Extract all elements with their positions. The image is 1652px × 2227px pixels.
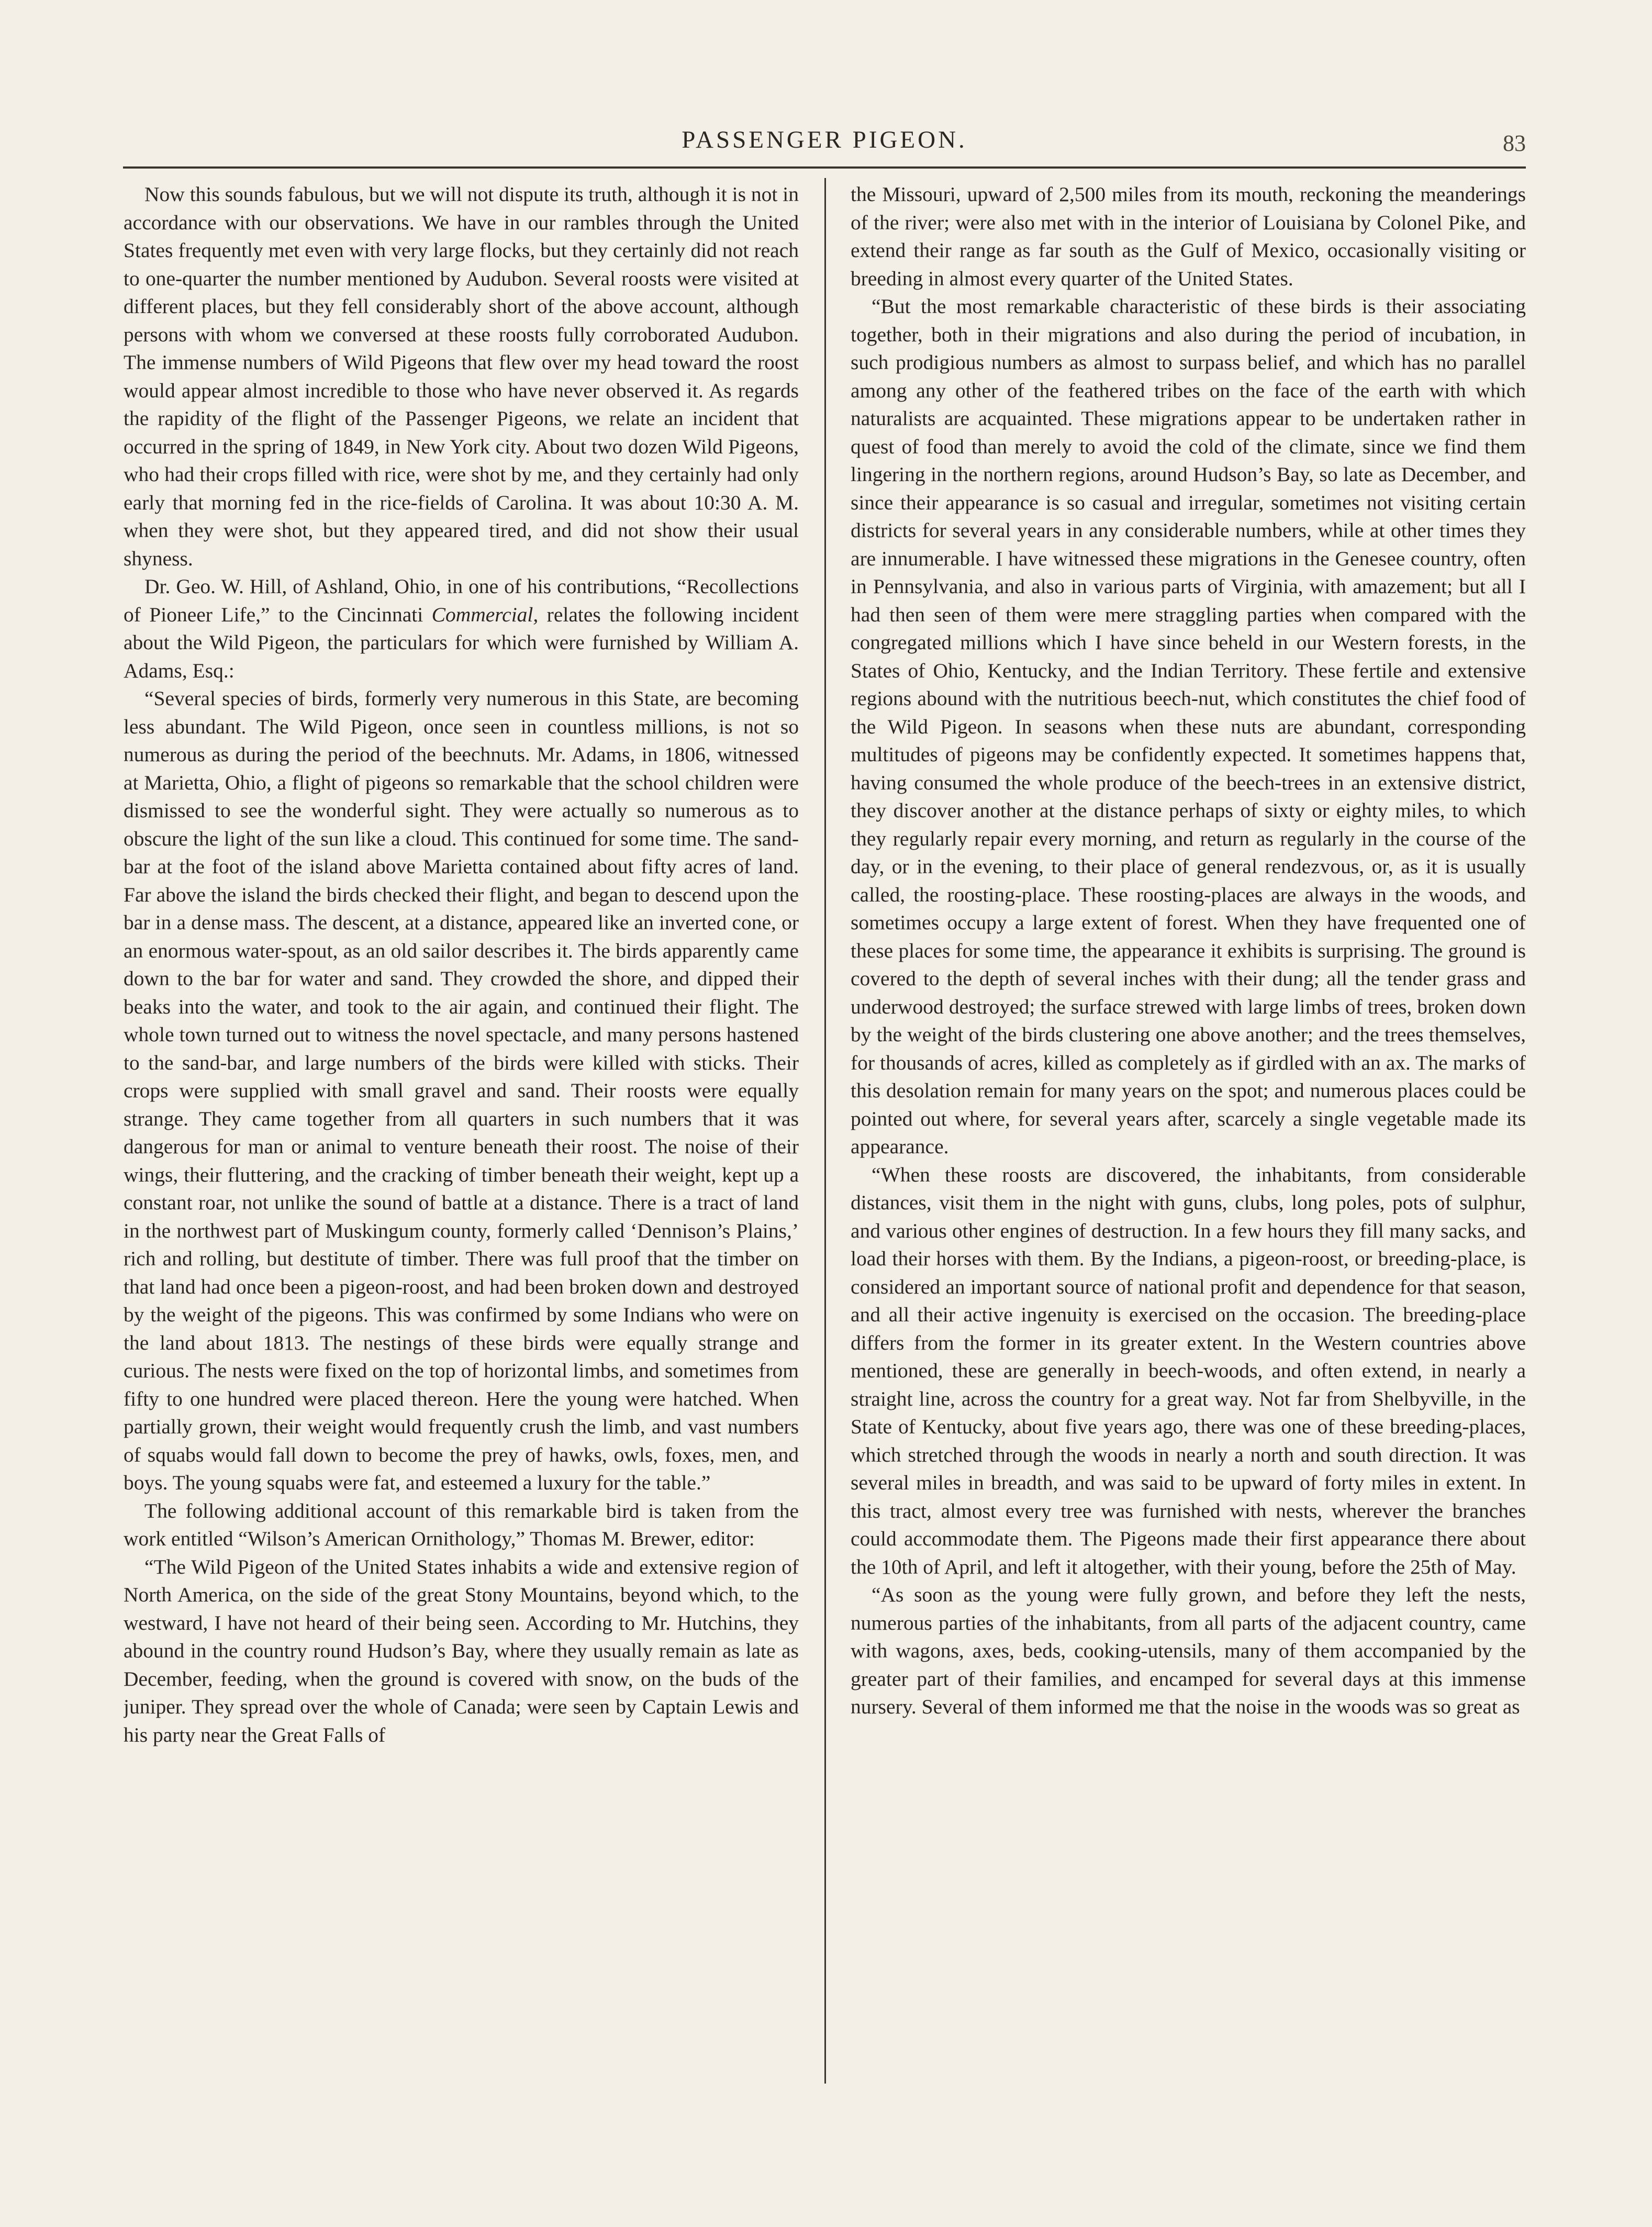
paragraph: The following additional account of this remarkable bird is taken from the work entitled “Wilson’s American Ornithology,” Thomas M. Brewer, editor: (124, 1499, 799, 1550)
paragraph: the Missouri, upward of 2,500 miles from its mouth, reckoning the meanderings of the river; were also met with in the interior of Louisiana by Colonel Pike, and extend their range as far south as the Gulf of Mexico, occasionally visiting or breeding in almost every quarter of the United States. (851, 183, 1526, 290)
paragraph: “But the most remarkable characteristic of these birds is their associating together, both in their migrations and also during the period of incubation, in such prodigious numbers as almost to surpass belief, and which has no parallel among any other of the feathered tribes on the face of the earth with which naturalists are acquainted. These migrations appear to be undertaken rather in quest of food than merely to avoid the cold of the climate, since we find them lingering in the northern regions, around Hudson’s Bay, so late as December, and since their appearance is so casual and irregular, sometimes not visiting certain districts for several years in any considerable numbers, while at other times they are innumerable. I have witnessed these migrations in the Genesee country, often in Pennsylvania, and also in various parts of Virginia, with amazement; but all I had then seen of them were mere straggling parties when compared with the congregated millions which I have since beheld in our Western forests, in the States of Ohio, Kentucky, and the Indian Territory. These fertile and extensive regions abound with the nutritious beech-nut, which constitutes the chief food of the Wild Pigeon. In seasons when these nuts are abundant, corresponding multitudes of pigeons may be confidently expected. It sometimes happens that, having consumed the whole produce of the beech-trees in an extensive district, they discover another at the distance perhaps of sixty or eighty miles, to which they regularly repair every morning, and return as regularly in the course of the day, or in the evening, to their place of general rendezvous, or, as it is usually called, the roosting-place. These roosting-places are always in the woods, and sometimes occupy a large extent of forest. When they have frequented one of these places for some time, the appearance it exhibits is surprising. The ground is covered to the depth of several inches with their dung; all the tender grass and underwood destroyed; the surface strewed with large limbs of trees, broken down by the weight of the birds clustering one above another; and the trees themselves, for thousands of acres, killed as completely as if girdled with an ax. The marks of this desolation remain for many years on the spot; and numerous places could be pointed out where, for several years after, scarcely a single vegetable made its appearance. (851, 295, 1526, 1158)
header-rule (123, 166, 1526, 169)
paragraph-text: Dr. Geo. W. Hill, of Ashland, Ohio, in one of his contributions, “Recollections of Pioneer Life,” to the Cincinnati (124, 575, 799, 626)
left-column (124, 181, 799, 2086)
running-head (123, 126, 1526, 162)
running-title: PASSENGER PIGEON. (682, 126, 967, 153)
paragraph (124, 573, 799, 685)
newspaper-title: Commercial, (431, 603, 539, 626)
paragraph: “Several species of birds, formerly very numerous in this State, are becoming less abundant. The Wild Pigeon, once seen in countless millions, is not so numerous as during the period of the beechnuts. Mr. Adams, in 1806, witnessed at Marietta, Ohio, a flight of pigeons so remarkable that the school children were dismissed to see the wonderful sight. They were actually so numerous as to obscure the light of the sun like a cloud. This continued for some time. The sand-bar at the foot of the island above Marietta contained about fifty acres of land. Far above the island the birds checked their flight, and began to descend upon the bar in a dense mass. The descent, at a distance, appeared like an inverted cone, or an enormous water-spout, as an old sailor describes it. The birds apparently came down to the bar for water and sand. They crowded the shore, and dipped their beaks into the water, and took to the air again, and continued their flight. The whole town turned out to witness the novel spectacle, and many persons hastened to the sand-bar, and large numbers of the birds were killed with sticks. Their crops were supplied with small gravel and sand. Their roosts were equally strange. They came together from all quarters in such numbers that it was dangerous for man or animal to venture beneath their roost. The noise of their wings, their fluttering, and the cracking of timber beneath their weight, kept up a constant roar, not unlike the sound of battle at a distance. There is a tract of land in the northwest part of Muskingum county, formerly called ‘Dennison’s Plains,’ rich and rolling, but destitute of timber. There was full proof that the timber on that land had once been a pigeon-roost, and had been broken down and destroyed by the weight of the pigeons. This was confirmed by some Indians who were on the land about 1813. The nestings of these birds were equally strange and curious. The nests were fixed on the top of horizontal limbs, and sometimes from fifty to one hundred were placed thereon. Here the young were hatched. When partially grown, their weight would frequently crush the limb, and vast numbers of squabs would fall down to become the prey of hawks, owls, foxes, men, and boys. The young squabs were fat, and esteemed a luxury for the table.” (124, 687, 799, 1494)
right-column (851, 181, 1526, 2086)
paragraph: “The Wild Pigeon of the United States inhabits a wide and extensive region of North America, on the side of the great Stony Mountains, beyond which, to the westward, I have not heard of their being seen. According to Mr. Hutchins, they abound in the country round Hudson’s Bay, where they usually remain as late as December, feeding, when the ground is covered with snow, on the buds of the juniper. They spread over the whole of Canada; were seen by Captain Lewis and his party near the Great Falls of (124, 1555, 799, 1746)
paragraph: “As soon as the young were fully grown, and before they left the nests, numerous parties of the inhabitants, from all parts of the adjacent country, came with wagons, axes, beds, cooking-utensils, many of them accompanied by the greater part of their families, and encamped for several days at this immense nursery. Several of them informed me that the noise in the woods was so great as (851, 1583, 1526, 1718)
paragraph-text: relates the following incident about the Wild Pigeon, the particulars for which were furnished by William A. Adams, Esq.: (124, 603, 799, 682)
paragraph: “When these roosts are discovered, the inhabitants, from considerable distances, visit them in the night with guns, clubs, long poles, pots of sulphur, and various other engines of destruction. In a few hours they fill many sacks, and load their horses with them. By the Indians, a pigeon-roost, or breeding-place, is considered an important source of national profit and dependence for that season, and all their active ingenuity is exercised on the occasion. The breeding-place differs from the former in its greater extent. In the Western countries above mentioned, these are generally in beech-woods, and often extend, in nearly a straight line, across the country for a great way. Not far from Shelbyville, in the State of Kentucky, about five years ago, there was one of these breeding-places, which stretched through the woods in nearly a north and south direction. It was several miles in breadth, and was said to be upward of forty miles in extent. In this tract, almost every tree was furnished with nests, wherever the branches could accommodate them. The Pigeons made their first appearance there about the 10th of April, and left it altogether, with their young, before the 25th of May. (851, 1163, 1526, 1578)
paragraph: Now this sounds fabulous, but we will not dispute its truth, although it is not in accordance with our observations. We have in our rambles through the United States frequently met even with very large flocks, but they certainly did not reach to one-quarter the number mentioned by Audubon. Several roosts were visited at different places, but they fell considerably short of the above account, although persons with whom we conversed at these roosts fully corroborated Audubon. The immense numbers of Wild Pigeons that flew over my head toward the roost would appear almost incredible to those who have never observed it. As regards the rapidity of the flight of the Passenger Pigeons, we relate an incident that occurred in the spring of 1849, in New York city. About two dozen Wild Pigeons, who had their crops filled with rice, were shot by me, and they certainly had only early that morning fed in the rice-fields of Carolina. It was about 10:30 A. M. when they were shot, but they appeared tired, and did not show their usual shyness. (124, 183, 799, 570)
page-number: 83 (1503, 130, 1526, 156)
column-divider (824, 178, 826, 2084)
